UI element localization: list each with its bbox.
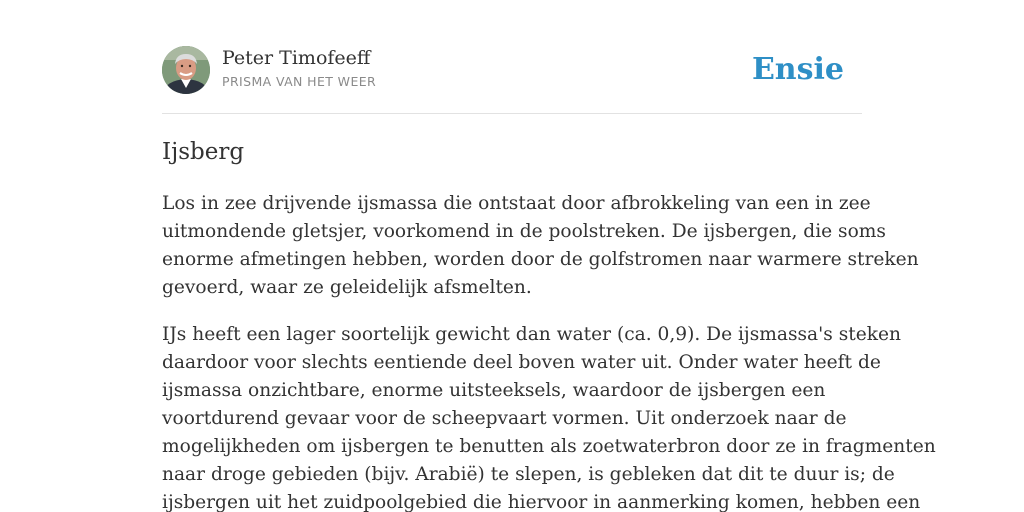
article-paragraph xyxy=(162,321,936,512)
author-name[interactable]: Peter Timofeeff xyxy=(222,47,371,69)
author-subtitle[interactable]: PRISMA VAN HET WEER xyxy=(222,74,377,89)
header-divider xyxy=(162,113,862,114)
paragraph-line: enorme afmetingen hebben, worden door de golfstromen naar warmere streken xyxy=(162,249,919,270)
author-avatar[interactable] xyxy=(162,46,210,94)
paragraph-line: ijsbergen uit het zuidpoolgebied die hiervoor in aanmerking komen, hebben een xyxy=(162,492,921,512)
paragraph-line: daardoor voor slechts eentiende deel boven water uit. Onder water heeft de xyxy=(162,352,881,373)
paragraph-line: Los in zee drijvende ijsmassa die ontstaat door afbrokkeling van een in zee xyxy=(162,193,871,214)
article-title: Ijsberg xyxy=(162,139,245,165)
paragraph-line: gevoerd, waar ze geleidelijk afsmelten. xyxy=(162,277,532,298)
header xyxy=(162,46,862,96)
paragraph-line: mogelijkheden om ijsbergen te benutten als zoetwaterbron door ze in fragmenten xyxy=(162,436,936,457)
paragraph-line: ijsmassa onzichtbare, enorme uitsteeksels, waardoor de ijsbergen een xyxy=(162,380,826,401)
article-paragraph xyxy=(162,190,919,302)
person-avatar-icon xyxy=(162,46,210,94)
paragraph-line: naar droge gebieden (bijv. Arabië) te slepen, is gebleken dat dit te duur is; de xyxy=(162,464,895,485)
article-body xyxy=(162,190,936,512)
site-logo[interactable]: Ensie xyxy=(751,52,844,87)
paragraph-line: voortdurend gevaar voor de scheepvaart vormen. Uit onderzoek naar de xyxy=(162,408,847,429)
paragraph-line: uitmondende gletsjer, voorkomend in de poolstreken. De ijsbergen, die soms xyxy=(162,221,886,242)
paragraph-line: IJs heeft een lager soortelijk gewicht dan water (ca. 0,9). De ijsmassa's steken xyxy=(162,324,901,345)
